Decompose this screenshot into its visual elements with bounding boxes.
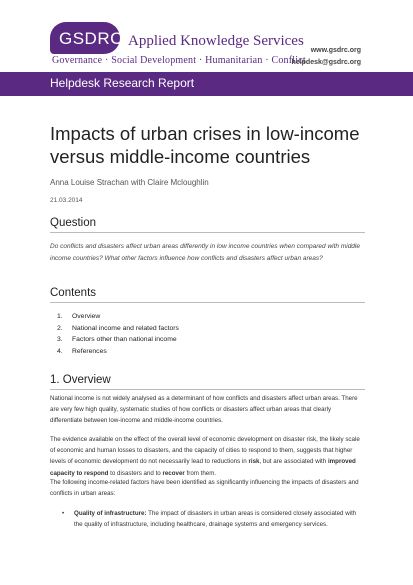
authors: Anna Louise Strachan with Claire Mcloughlin [50, 178, 209, 187]
report-type-banner [0, 72, 413, 96]
contents-heading: Contents [50, 287, 97, 299]
logo-text: GSDRC [59, 29, 123, 48]
overview-heading: 1. Overview [50, 374, 111, 386]
contents-item[interactable]: 2. National income and related factors [57, 324, 179, 332]
banner-label: Helpdesk Research Report [50, 76, 195, 90]
divider [50, 232, 365, 233]
email-link[interactable]: helpdesk@gsdrc.org [291, 59, 361, 66]
question-heading: Question [50, 217, 97, 229]
contact-info [292, 45, 361, 69]
website-link[interactable]: www.gsdrc.org [310, 47, 361, 54]
logo-badge [50, 22, 123, 54]
contents-item[interactable]: 3. Factors other than national income [57, 336, 177, 343]
contents-item[interactable]: 4. References [57, 347, 107, 355]
bullet-icon: • [62, 510, 65, 517]
overview-paragraph-3: The following income-related factors have been identified as significantly influencing the impacts of disasters and conflicts in urban areas: [50, 479, 359, 498]
bullet-item: • Quality of infrastructure: The impact of disasters in urban areas is considered closely associated with the quality of infrastructure, including healthcare, drainage systems and emergency services. [62, 508, 365, 530]
overview-paragraph-1: National income is not widely analysed as a determinant of how conflicts and disasters affect urban areas. There are very few high quality, systematic studies of how conflicts or disasters affect urban areas that clearly differentiate between low-income and middle-income countries. [50, 395, 358, 425]
question-text: Do conflicts and disasters affect urban areas differently in low income countries when compared with middle income countries? What other factors influence how conflicts and disasters affect urban areas? [50, 243, 360, 262]
logo-services-text: Applied Knowledge Services [128, 33, 304, 49]
document-title: Impacts of urban crises in low-income versus middle-income countries [50, 123, 360, 167]
publication-date: 21.03.2014 [50, 197, 83, 204]
overview-paragraph-2: The evidence available on the effect of the overall level of economic development on disaster risk, the likely scale of economic and human losses to disasters, and the capacity of cities to respond to them, suggests that higher levels of economic development do not necessarily lead to reductions in risk, but are associated with improved capacity to respond to disasters and to recover from them. [50, 436, 360, 477]
divider [50, 302, 365, 303]
divider [50, 389, 365, 390]
page-header [0, 0, 413, 70]
contents-item[interactable]: 1. Overview [57, 313, 101, 320]
logo-tagline: Governance · Social Development · Humanitarian · Conflict [52, 55, 306, 66]
contents-list [57, 311, 179, 357]
